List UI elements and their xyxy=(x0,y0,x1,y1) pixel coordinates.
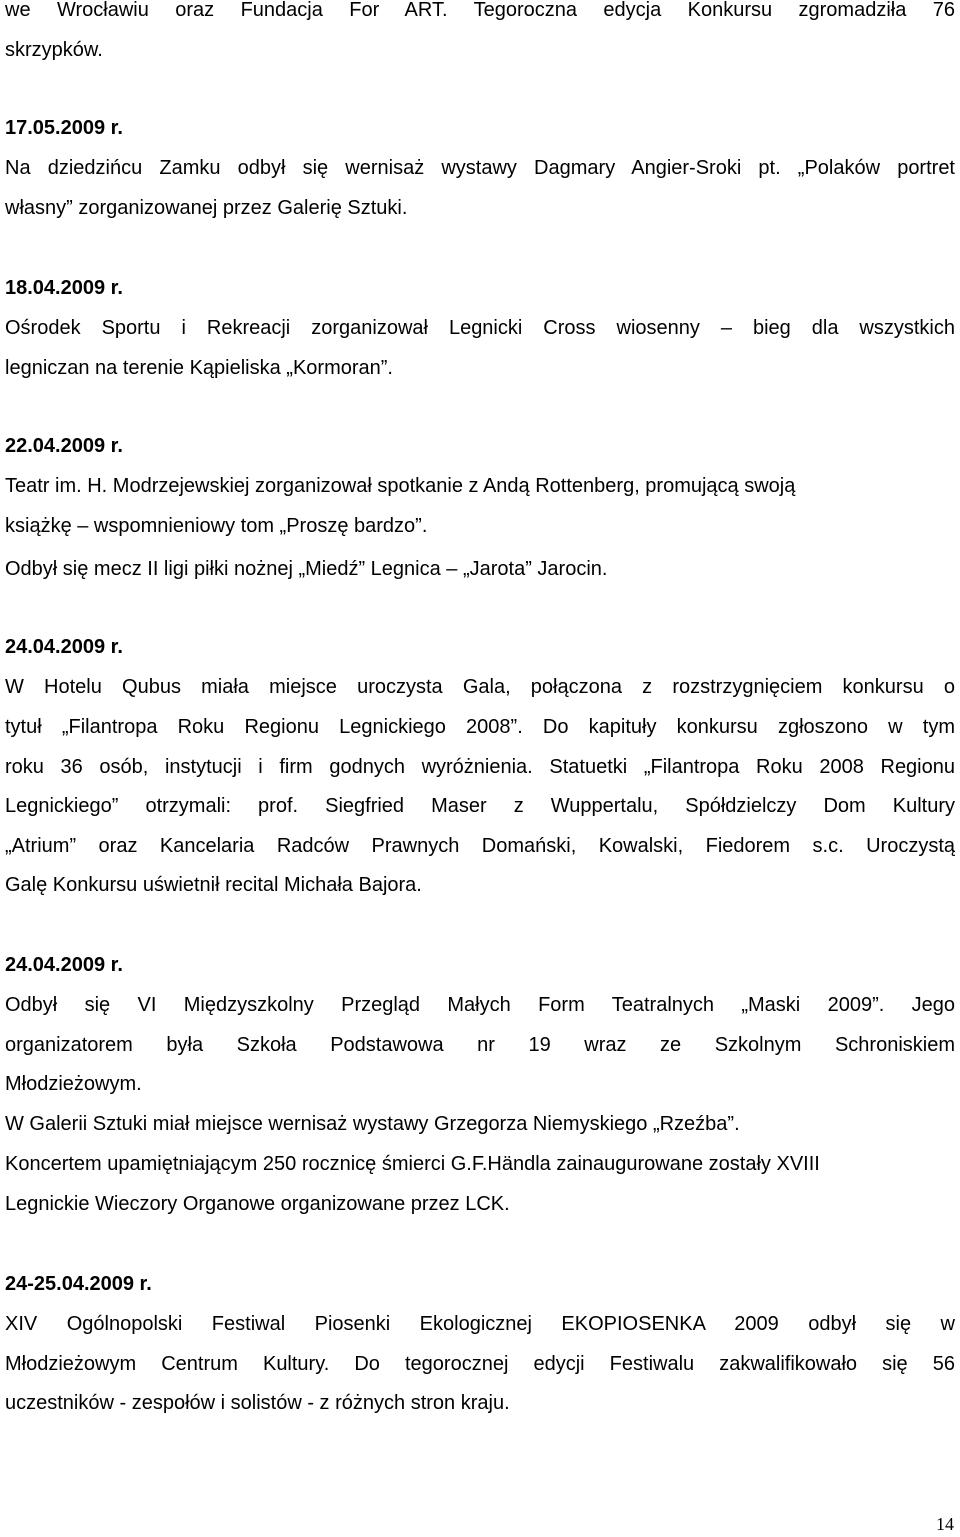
date-heading: 17.05.2009 r. xyxy=(5,117,123,139)
date-heading: 24.04.2009 r. xyxy=(5,954,123,976)
text-line: W Galerii Sztuki miał miejsce wernisaż wystawy Grzegorza Niemyskiego „Rzeźba”. xyxy=(5,1113,740,1135)
text-line: XIV Ogólnopolski Festiwal Piosenki Ekologicznej EKOPIOSENKA 2009 odbył się w xyxy=(5,1313,955,1335)
text-line: Młodzieżowym Centrum Kultury. Do tegorocznej edycji Festiwalu zakwalifikowało się 56 xyxy=(5,1353,955,1375)
text-line: skrzypków. xyxy=(5,39,103,61)
text-line: własny” zorganizowanej przez Galerię Sztuki. xyxy=(5,197,408,219)
text-line: „Atrium” oraz Kancelaria Radców Prawnych Domański, Kowalski, Fiedorem s.c. Uroczystą xyxy=(5,835,955,857)
text-line: Odbył się mecz II ligi piłki nożnej „Miedź” Legnica – „Jarota” Jarocin. xyxy=(5,558,608,580)
date-heading: 24.04.2009 r. xyxy=(5,636,123,658)
text-line: Legnickiego” otrzymali: prof. Siegfried Maser z Wuppertalu, Spółdzielczy Dom Kultury xyxy=(5,795,955,817)
text-line: książkę – wspomnieniowy tom „Proszę bardzo”. xyxy=(5,515,428,537)
date-heading: 22.04.2009 r. xyxy=(5,435,123,457)
date-heading: 24-25.04.2009 r. xyxy=(5,1273,152,1295)
text-line: legniczan na terenie Kąpieliska „Kormoran”. xyxy=(5,357,393,379)
text-line: Legnickie Wieczory Organowe organizowane przez LCK. xyxy=(5,1193,510,1215)
text-line: organizatorem była Szkoła Podstawowa nr 19 wraz ze Szkolnym Schroniskiem xyxy=(5,1034,955,1056)
text-line: we Wrocławiu oraz Fundacja For ART. Tegoroczna edycja Konkursu zgromadziła 76 xyxy=(5,0,955,21)
text-line: Koncertem upamiętniającym 250 rocznicę śmierci G.F.Händla zainaugurowane zostały XVIII xyxy=(5,1153,820,1175)
text-line: Galę Konkursu uświetnił recital Michała Bajora. xyxy=(5,874,422,896)
page-number: 14 xyxy=(936,1514,954,1534)
date-heading: 18.04.2009 r. xyxy=(5,277,123,299)
text-line: tytuł „Filantropa Roku Regionu Legnickiego 2008”. Do kapituły konkursu zgłoszono w tym xyxy=(5,716,955,738)
text-line: Teatr im. H. Modrzejewskiej zorganizował spotkanie z Andą Rottenberg, promującą swoją xyxy=(5,475,796,497)
text-line: Ośrodek Sportu i Rekreacji zorganizował Legnicki Cross wiosenny – bieg dla wszystkich xyxy=(5,317,955,339)
text-line: W Hotelu Qubus miała miejsce uroczysta Gala, połączona z rozstrzygnięciem konkursu o xyxy=(5,676,955,698)
text-line: uczestników - zespołów i solistów - z różnych stron kraju. xyxy=(5,1392,510,1414)
text-line: roku 36 osób, instytucji i firm godnych wyróżnienia. Statuetki „Filantropa Roku 2008 Regionu xyxy=(5,756,955,778)
text-line: Na dziedzińcu Zamku odbył się wernisaż wystawy Dagmary Angier-Sroki pt. „Polaków portret xyxy=(5,157,955,179)
text-line: Młodzieżowym. xyxy=(5,1073,142,1095)
text-line: Odbył się VI Międzyszkolny Przegląd Małych Form Teatralnych „Maski 2009”. Jego xyxy=(5,994,955,1016)
